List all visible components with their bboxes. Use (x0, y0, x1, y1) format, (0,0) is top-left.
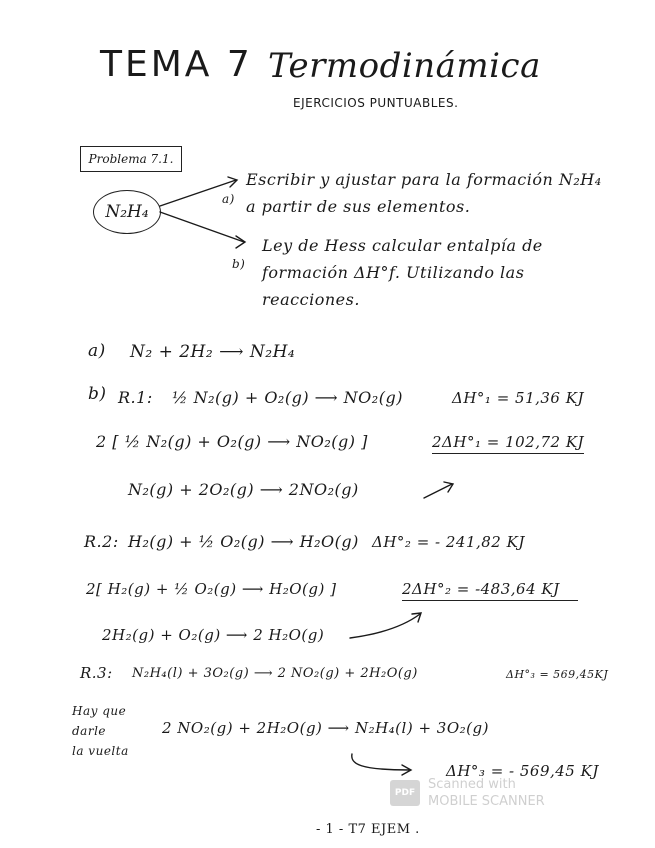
r1-equation: ½ N₂(g) + O₂(g) ⟶ NO₂(g) (172, 388, 403, 407)
note-line-2: darle (72, 724, 107, 738)
note-line-1: Hay que (72, 704, 127, 718)
answer-a-label: a) (88, 341, 106, 361)
r2-times-two-equation: 2[ H₂(g) + ½ O₂(g) ⟶ H₂O(g) ] (86, 580, 337, 598)
answer-b-label: b) (88, 384, 107, 404)
watermark-line-2: MOBILE SCANNER (428, 794, 545, 809)
part-b-marker: b) (232, 257, 246, 271)
topic-title: Termodinámica (268, 46, 541, 86)
r2-equation: H₂(g) + ½ O₂(g) ⟶ H₂O(g) (128, 532, 359, 551)
r3-reversed-enthalpy: ΔH°₃ = - 569,45 KJ (446, 762, 599, 780)
page-footer: - 1 - T7 EJEM . (316, 822, 420, 837)
r3-reversed-equation: 2 NO₂(g) + 2H₂O(g) ⟶ N₂H₄(l) + 3O₂(g) (162, 719, 489, 737)
note-line-3: la vuelta (72, 744, 129, 758)
part-b-text-line-2: formación ΔH°f. Utilizando las (262, 263, 525, 282)
r1-enthalpy: ΔH°₁ = 51,36 KJ (452, 389, 584, 407)
r3-equation: N₂H₄(l) + 3O₂(g) ⟶ 2 NO₂(g) + 2H₂O(g) (132, 666, 418, 681)
compound-label: N₂H₄ (105, 202, 149, 222)
answer-a-equation: N₂ + 2H₂ ⟶ N₂H₄ (130, 342, 296, 362)
arrow-r2-result (350, 614, 420, 638)
r3-enthalpy: ΔH°₃ = 569,45KJ (506, 668, 609, 681)
r2-times-two-enthalpy: 2ΔH°₂ = -483,64 KJ (402, 580, 578, 601)
part-a-marker: a) (222, 192, 235, 206)
tema-title: TEMA 7 (100, 44, 253, 85)
part-b-text-line-1: Ley de Hess calcular entalpía de (262, 236, 543, 255)
subtitle: EJERCICIOS PUNTUABLES. (293, 96, 459, 110)
r2-label: R.2: (84, 532, 119, 551)
r2-enthalpy: ΔH°₂ = - 241,82 KJ (372, 533, 525, 551)
part-b-text-line-3: reacciones. (262, 290, 360, 309)
r3-label: R.3: (80, 664, 113, 682)
r1-times-two-equation: 2 [ ½ N₂(g) + O₂(g) ⟶ NO₂(g) ] (96, 432, 368, 451)
arrow-reversed (352, 754, 410, 770)
arrow-to-part-b (160, 212, 244, 242)
watermark-line-1: Scanned with (428, 777, 516, 792)
r2-result-equation: 2H₂(g) + O₂(g) ⟶ 2 H₂O(g) (102, 626, 325, 644)
part-a-text-line-1: Escribir y ajustar para la formación N₂H₄ (246, 170, 602, 189)
pdf-icon: PDF (390, 780, 420, 806)
r1-label: R.1: (118, 388, 153, 407)
r1-result-equation: N₂(g) + 2O₂(g) ⟶ 2NO₂(g) (128, 480, 359, 499)
r1-times-two-enthalpy: 2ΔH°₁ = 102,72 KJ (432, 433, 584, 454)
arrow-to-part-a (160, 180, 236, 206)
problem-label: Problema 7.1. (88, 152, 174, 166)
part-a-text-line-2: a partir de sus elementos. (246, 197, 471, 216)
